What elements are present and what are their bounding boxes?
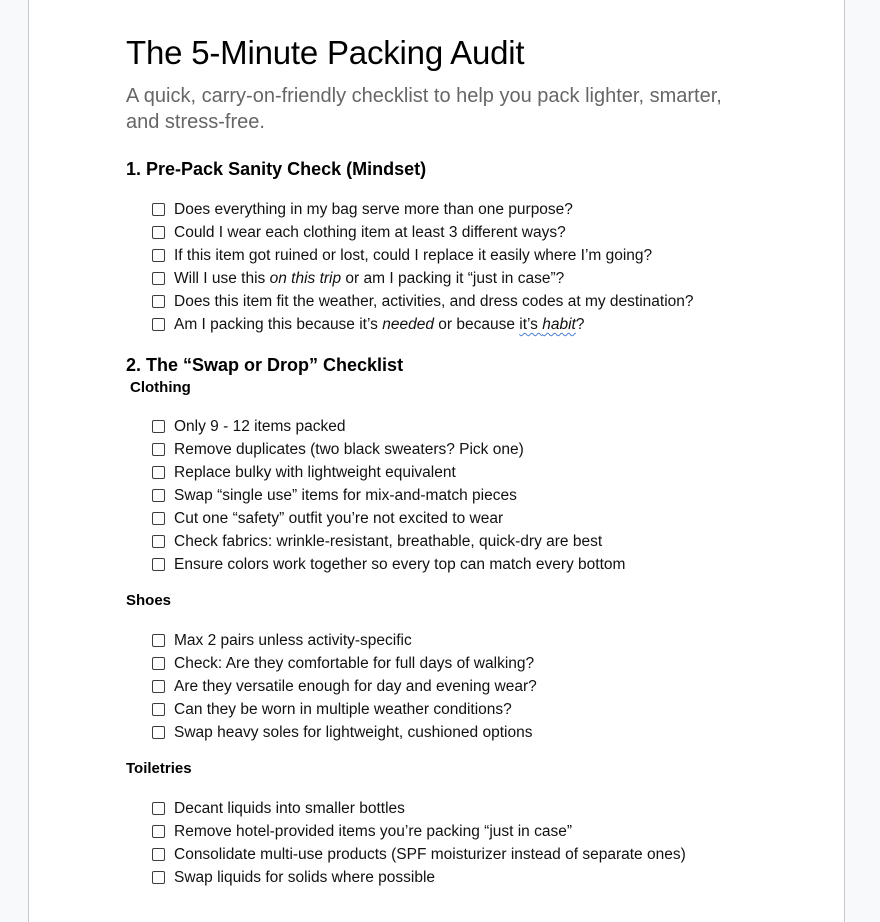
checklist-item-text xyxy=(174,267,564,290)
checklist-item xyxy=(152,553,625,576)
checklist-item xyxy=(152,198,694,221)
checklist-item-text: Replace bulky with lightweight equivalent xyxy=(174,464,456,481)
checkbox[interactable] xyxy=(152,848,165,861)
checklist-item-text: Consolidate multi-use products (SPF moisturizer instead of separate ones) xyxy=(174,846,686,863)
toiletries-heading: Toiletries xyxy=(126,760,192,777)
clothing-heading: Clothing xyxy=(130,379,191,396)
checkbox[interactable] xyxy=(152,203,165,216)
mindset-checklist xyxy=(152,198,694,336)
shoes-heading: Shoes xyxy=(126,592,172,609)
document-subtitle: A quick, carry-on-friendly checklist to help you pack lighter, smarter, and stress-free. xyxy=(126,85,722,133)
checklist-item-text: Decant liquids into smaller bottles xyxy=(174,800,405,817)
checklist-item xyxy=(152,629,537,652)
checklist-item-text: Are they versatile enough for day and evening wear? xyxy=(174,678,537,695)
checklist-item-text: Swap “single use” items for mix-and-match pieces xyxy=(174,487,517,504)
checklist-item xyxy=(152,267,694,290)
checkbox[interactable] xyxy=(152,726,165,739)
text-run: Will I use this xyxy=(174,270,270,287)
section-2-heading: 2. The “Swap or Drop” Checklist xyxy=(126,355,404,375)
checkbox[interactable] xyxy=(152,489,165,502)
checklist-item xyxy=(152,461,625,484)
checkbox[interactable] xyxy=(152,871,165,884)
checklist-item xyxy=(152,484,625,507)
checklist-item xyxy=(152,652,537,675)
checklist-item xyxy=(152,244,694,267)
checklist-item xyxy=(152,313,694,336)
checkbox[interactable] xyxy=(152,295,165,308)
checklist-item-text: Ensure colors work together so every top can match every bottom xyxy=(174,556,626,573)
checklist-item-text: Can they be worn in multiple weather conditions? xyxy=(174,701,512,718)
checkbox[interactable] xyxy=(152,825,165,838)
checklist-item xyxy=(152,721,537,744)
checklist-item xyxy=(152,221,694,244)
checklist-item-text: If this item got ruined or lost, could I replace it easily where I’m going? xyxy=(174,247,653,264)
checklist-item-text: Cut one “safety” outfit you’re not excited to wear xyxy=(174,510,504,527)
checkbox[interactable] xyxy=(152,249,165,262)
checkbox[interactable] xyxy=(152,802,165,815)
checklist-item xyxy=(152,820,686,843)
checklist-item-text: Check fabrics: wrinkle-resistant, breathable, quick-dry are best xyxy=(174,533,603,550)
italic-text-run: on this trip xyxy=(269,270,342,287)
checkbox[interactable] xyxy=(152,703,165,716)
checklist-item-text: Does everything in my bag serve more than one purpose? xyxy=(174,201,573,218)
toiletries-checklist xyxy=(152,797,686,889)
shoes-checklist xyxy=(152,629,537,744)
checklist-item xyxy=(152,675,537,698)
document-page xyxy=(28,0,845,922)
checklist-item xyxy=(152,797,686,820)
spellcheck-flagged-text[interactable] xyxy=(519,316,576,333)
checkbox[interactable] xyxy=(152,512,165,525)
text-run: ? xyxy=(575,316,585,333)
italic-text-run: habit xyxy=(542,316,576,333)
checkbox[interactable] xyxy=(152,535,165,548)
checkbox[interactable] xyxy=(152,318,165,331)
checklist-item xyxy=(152,530,625,553)
text-run: or am I packing it “just in case”? xyxy=(341,270,565,287)
checklist-item-text: Remove hotel-provided items you’re packing “just in case” xyxy=(174,823,573,840)
checkbox[interactable] xyxy=(152,680,165,693)
checklist-item-text: Remove duplicates (two black sweaters? Pick one) xyxy=(174,441,524,458)
checkbox[interactable] xyxy=(152,657,165,670)
text-run: Am I packing this because it’s xyxy=(174,316,383,333)
checklist-item xyxy=(152,866,686,889)
checkbox[interactable] xyxy=(152,226,165,239)
checklist-item-text: Swap heavy soles for lightweight, cushioned options xyxy=(174,724,533,741)
checkbox[interactable] xyxy=(152,272,165,285)
checklist-item xyxy=(152,438,625,461)
checkbox[interactable] xyxy=(152,466,165,479)
checkbox[interactable] xyxy=(152,420,165,433)
checklist-item-text: Check: Are they comfortable for full days of walking? xyxy=(174,655,535,672)
checklist-item-text: Could I wear each clothing item at least 3 different ways? xyxy=(174,224,566,241)
checklist-item-text: Only 9 - 12 items packed xyxy=(174,418,346,435)
text-run: or because xyxy=(433,316,520,333)
section-1-heading: 1. Pre-Pack Sanity Check (Mindset) xyxy=(126,159,427,179)
document-title: The 5-Minute Packing Audit xyxy=(126,34,525,71)
text-run: it’s xyxy=(519,316,543,333)
checkbox[interactable] xyxy=(152,443,165,456)
checklist-item-text: Does this item fit the weather, activities, and dress codes at my destination? xyxy=(174,293,694,310)
clothing-checklist xyxy=(152,415,625,576)
checkbox[interactable] xyxy=(152,634,165,647)
checklist-item-text: Swap liquids for solids where possible xyxy=(174,869,436,886)
checklist-item xyxy=(152,507,625,530)
checklist-item xyxy=(152,698,537,721)
checklist-item xyxy=(152,290,694,313)
italic-text-run: needed xyxy=(382,316,434,333)
checklist-item-text: Max 2 pairs unless activity-specific xyxy=(174,632,412,649)
checklist-item-text xyxy=(174,313,585,336)
checkbox[interactable] xyxy=(152,558,165,571)
checklist-item xyxy=(152,415,625,438)
checklist-item xyxy=(152,843,686,866)
